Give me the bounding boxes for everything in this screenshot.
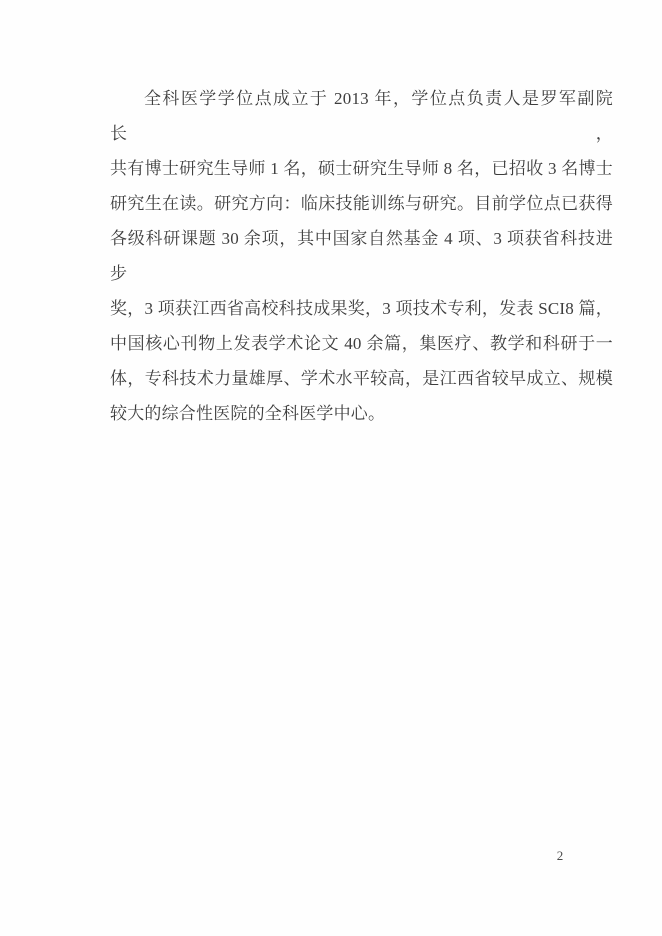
body-paragraph [110,81,613,431]
paragraph-line: 较大的综合性医院的全科医学中心。 [110,404,386,423]
page-number: 2 [556,848,564,863]
paragraph-line: 中国核心刊物上发表学术论文 40 余篇，集医疗、教学和科研于一 [110,334,613,353]
paragraph-line: 各级科研课题 30 余项，其中国家自然基金 4 项、3 项获省科技进步 [110,229,613,283]
paragraph-line: 研究生在读。研究方向：临床技能训练与研究。目前学位点已获得 [110,194,613,213]
paragraph-line: 全科医学学位点成立于 2013 年，学位点负责人是罗军副院长， [110,89,613,143]
paragraph-line: 体，专科技术力量雄厚、学术水平较高，是江西省较早成立、规模 [110,369,613,388]
paragraph-line: 共有博士研究生导师 1 名，硕士研究生导师 8 名，已招收 3 名博士 [110,159,613,178]
paragraph-line: 奖，3 项获江西省高校科技成果奖，3 项技术专利，发表 SCI8 篇， [110,299,613,318]
